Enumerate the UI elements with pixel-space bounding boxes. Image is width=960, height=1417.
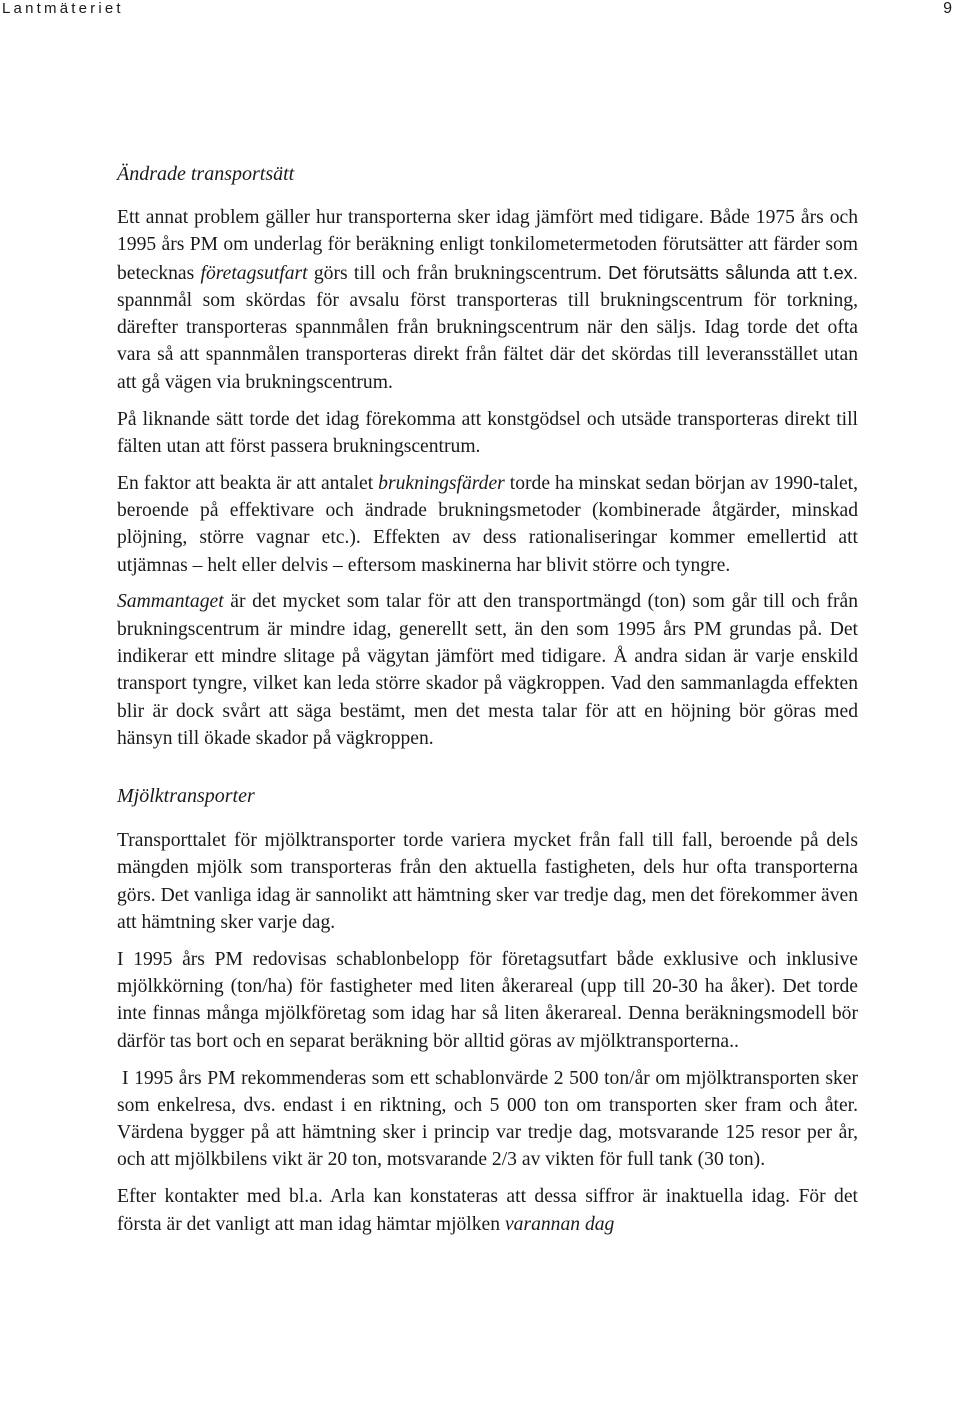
header-title: Lantmäteriet [2,0,124,17]
paragraph [117,204,858,396]
emphasized-term: Sammantaget [117,591,224,613]
section-heading-mjolktransporter: Mjölktransporter [117,785,255,808]
text-run: Transporttalet för mjölktransporter torde variera mycket från fall till fall, beroende på dels mängden mjölk som transporteras från den aktuella fastigheten, dels hur ofta transporterna görs. Det vanliga idag är sannolikt att hämtning sker var tredje dag, men det förekommer även att hämtning sker varje dag. [117,830,858,934]
text-run: spannmål som skördas för avsalu först transporteras till brukningscentrum för torkning, därefter transporteras spannmålen från brukningscentrum när den säljs. Idag torde det ofta vara så att spannmålen transporteras direkt från fältet där det skördas till leveransstället utan att gå vägen via brukningscentrum. [117,289,858,393]
emphasized-term: brukningsfärder [378,472,505,494]
text-run: En faktor att beakta är att antalet [117,472,379,494]
page-body [117,160,858,1238]
paragraph [117,827,858,936]
text-run: I 1995 års PM redovisas schablonbelopp för företagsutfart både exklusive och inklusive mjölkkörning (ton/ha) för fastigheter med liten åkerareal (upp till 20-30 ha åker). Det torde inte finnas många mjölkföretag som idag har så liten åkerareal. Denna beräkningsmodell bör därför tas bort och en separat beräkning bör alltid göras av mjölktransporterna.. [117,948,858,1052]
emphasized-term: varannan dag [504,1213,615,1235]
text-run: Efter kontakter med bl.a. Arla kan konstateras att dessa siffror är inaktuella idag. För det första är det vanligt att man idag hämtar mjölken [117,1186,858,1235]
paragraph [117,470,858,579]
paragraph [117,946,858,1055]
page-number: 9 [943,0,952,17]
text-run: görs till och från brukningscentrum. [307,262,609,284]
section-body-andrade-transportsatt [117,204,858,752]
section-body-mjolktransporter [117,827,858,1238]
sans-text-run: Det förutsätts sålunda att t.ex. [608,261,858,283]
paragraph [117,1183,858,1238]
paragraph [117,406,858,461]
text-run: På liknande sätt torde det idag förekomma att konstgödsel och utsäde transporteras direkt till fälten utan att först passera brukningscentrum. [117,408,858,457]
running-header [0,0,960,20]
section-heading-andrade-transportsatt: Ändrade transportsätt [117,163,295,185]
emphasized-term: företagsutfart [200,262,308,284]
text-run: torde ha minskat sedan början av 1990-talet, beroende på effektivare och ändrade brukningsmetoder (kombinerade åtgärder, minskad plöjning, större vagnar etc.). Effekten av dess rationaliseringar kommer emellertid att utjämnas – helt eller delvis – eftersom maskinerna har blivit större och tyngre. [117,472,858,576]
paragraph [117,588,858,752]
text-run: Ett annat problem gäller hur transporterna sker idag jämfört med tidigare. Både 1975 års och 1995 års PM om underlag för beräkning enligt tonkilometermetoden förutsätter att färder som betecknas [117,207,858,284]
text-run: är det mycket som talar för att den transportmängd (ton) som går till och från brukningscentrum är mindre idag, generellt sett, än den som 1995 års PM grundas på. Det indikerar ett mindre slitage på vägytan jämfört med tidigare. Å andra sidan är varje enskild transport tyngre, vilket kan leda större skador på vägkroppen. Vad den sammanlagda effekten blir är dock svårt att säga bestämt, men det mesta talar för att en höjning bör göras med hänsyn till ökade skador på vägkroppen. [117,591,858,749]
paragraph [117,1065,858,1174]
text-run: I 1995 års PM rekommenderas som ett schablonvärde 2 500 ton/år om mjölktransporten sker som enkelresa, dvs. endast i en riktning, och 5 000 ton om transporten sker fram och åter. Värdena bygger på att hämtning sker i princip var tredje dag, motsvarande 125 resor per år, och att mjölkbilens vikt är 20 ton, motsvarande 2/3 av vikten för full tank (30 ton). [117,1067,858,1171]
